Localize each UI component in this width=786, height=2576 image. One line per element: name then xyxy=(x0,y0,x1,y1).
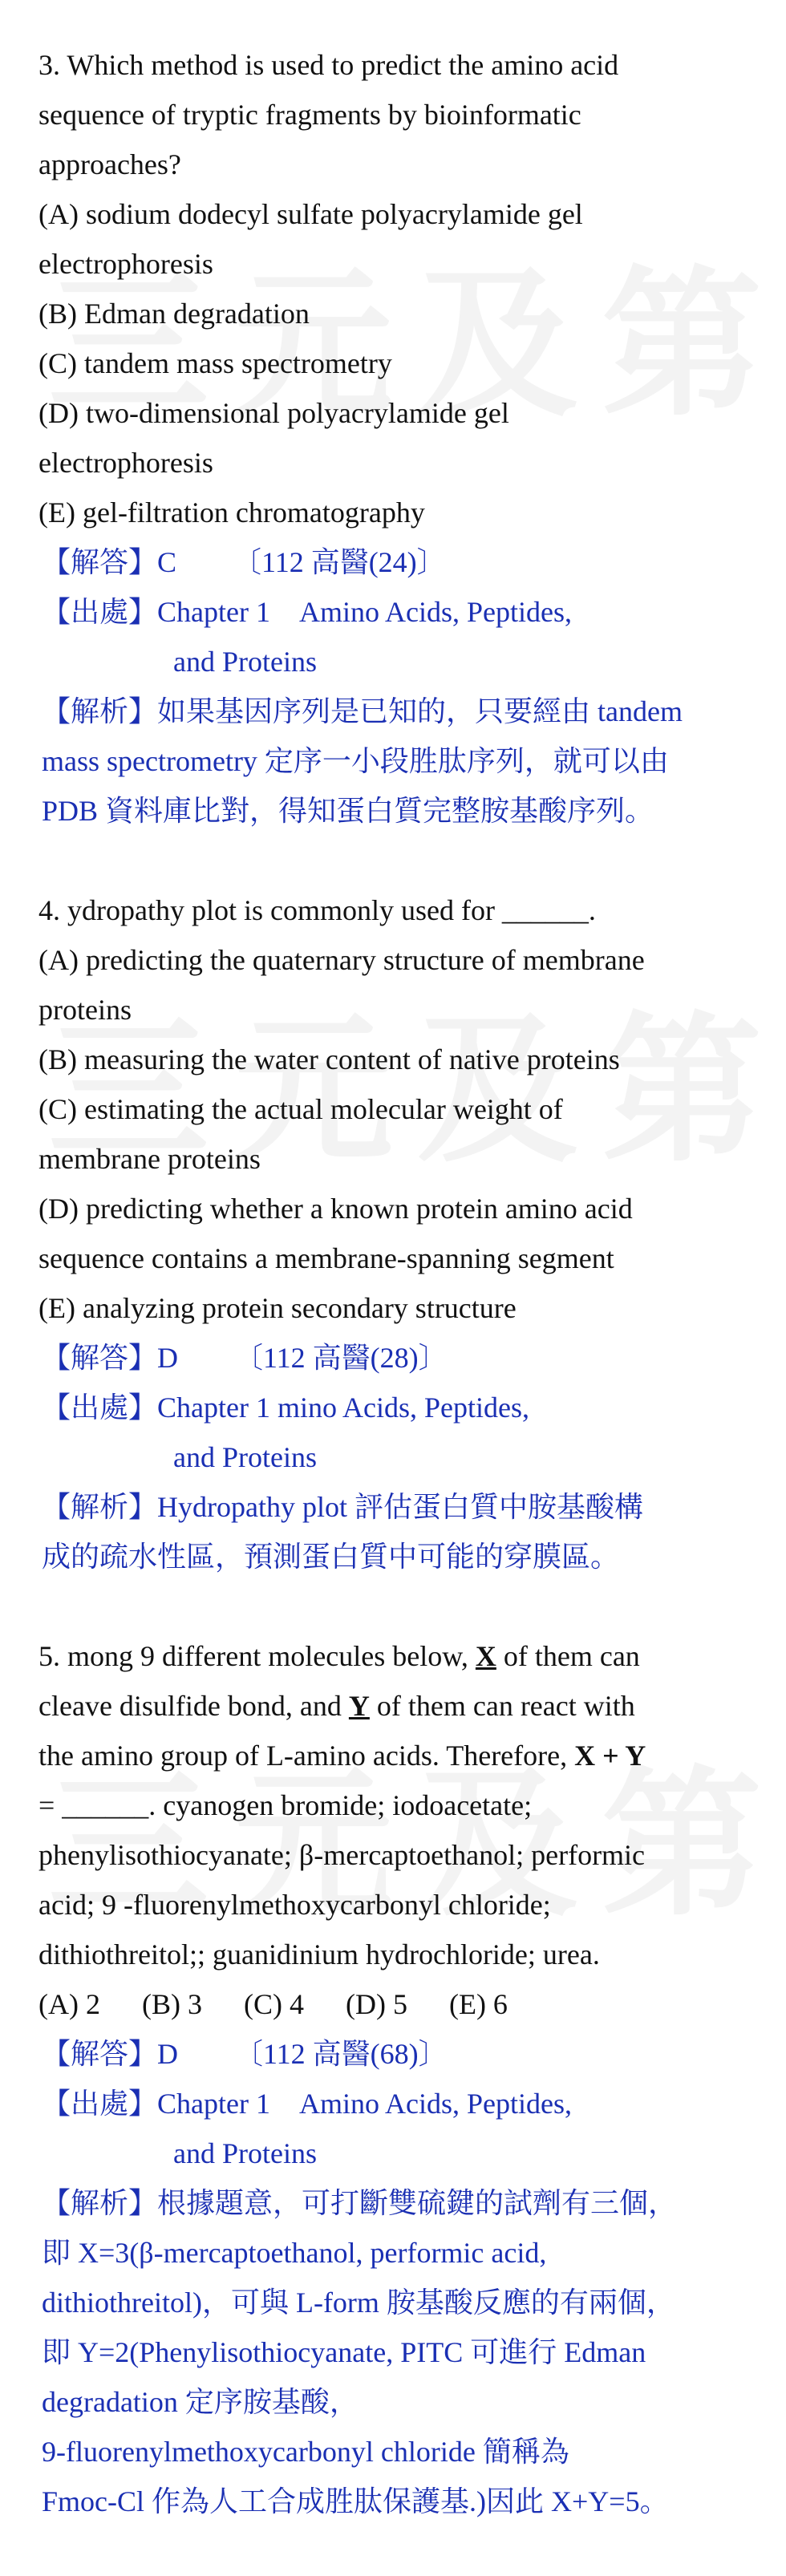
source-chapter: Chapter 1 Amino Acids, Peptides, xyxy=(157,596,572,628)
document-body xyxy=(38,40,744,2576)
question-stem xyxy=(38,40,744,189)
stem-line: sequence of tryptic fragments by bioinformatic xyxy=(38,99,581,131)
analysis xyxy=(42,687,744,836)
analysis-line: Hydropathy plot 評估蛋白質中胺基酸構 xyxy=(157,1491,643,1523)
source-row xyxy=(42,2079,744,2128)
answer-row xyxy=(42,2029,744,2079)
expression-x-plus-y: X + Y xyxy=(574,1740,646,1772)
option-line: (D) two-dimensional polyacrylamide gel xyxy=(38,397,509,429)
answer-value: C xyxy=(157,546,177,578)
source-row-continued xyxy=(42,1432,744,1482)
question-options xyxy=(38,189,744,537)
choice: (B) 3 xyxy=(141,1988,202,2020)
option-line: sequence contains a membrane-spanning segment xyxy=(38,1242,614,1274)
analysis-line: dithiothreitol)，可與 L-form 胺基酸反應的有兩個， xyxy=(42,2286,675,2319)
source-row-continued xyxy=(42,637,744,687)
analysis-tag: 【解析】 xyxy=(42,695,158,727)
answer-value: D xyxy=(157,2038,179,2070)
analysis-line: 如果基因序列是已知的，只要經由 tandem xyxy=(157,695,683,727)
analysis-line: 9-fluorenylmethoxycarbonyl chloride 簡稱為 xyxy=(42,2436,569,2468)
option-line: electrophoresis xyxy=(38,248,213,280)
option-line: (E) analyzing protein secondary structure xyxy=(38,1292,517,1324)
stem-line: cleave disulfide bond, and Y of them can react with xyxy=(38,1690,635,1722)
question-options xyxy=(38,935,744,1333)
source-chapter-cont: and Proteins xyxy=(173,646,317,678)
option-line: proteins xyxy=(38,994,132,1026)
option-line: electrophoresis xyxy=(38,447,213,479)
choice: (C) 4 xyxy=(243,1988,304,2020)
analysis-line: PDB 資料庫比對，得知蛋白質完整胺基酸序列。 xyxy=(42,795,654,827)
stem-line: 4. ydropathy plot is commonly used for ______. xyxy=(38,894,596,926)
analysis-tag: 【解析】 xyxy=(42,1491,158,1523)
question-choices xyxy=(38,1979,744,2029)
question-stem xyxy=(38,885,744,935)
variable-y: Y xyxy=(348,1690,370,1722)
answer-row xyxy=(42,1333,744,1383)
analysis-tag: 【解析】 xyxy=(42,2187,158,2219)
analysis-line: 成的疏水性區，預測蛋白質中可能的穿膜區。 xyxy=(42,1541,620,1573)
question-3 xyxy=(38,40,744,836)
analysis-line: degradation 定序胺基酸， xyxy=(42,2386,359,2418)
answer-tag: 【解答】 xyxy=(42,1342,158,1374)
source-tag: 【出處】 xyxy=(42,2088,158,2120)
analysis xyxy=(42,2178,744,2526)
stem-line: phenylisothiocyanate; β-mercaptoethanol; performic xyxy=(38,1839,646,1871)
stem-line: = ______. cyanogen bromide; iodoacetate; xyxy=(38,1789,533,1821)
analysis xyxy=(42,1482,744,1582)
analysis-line: mass spectrometry 定序一小段胜肽序列，就可以由 xyxy=(42,745,669,777)
variable-x: X xyxy=(475,1640,496,1672)
stem-line: approaches? xyxy=(38,148,181,180)
source-tag: 【出處】 xyxy=(42,1391,158,1424)
stem-line: 5. mong 9 different molecules below, X of them can xyxy=(38,1640,640,1672)
question-stem xyxy=(38,1631,744,1979)
analysis-line: 根據題意，可打斷雙硫鍵的試劑有三個， xyxy=(157,2187,678,2219)
option-line: (A) predicting the quaternary structure of membrane xyxy=(38,944,645,976)
answer-source: 〔112 高醫(28)〕 xyxy=(234,1342,448,1374)
source-row xyxy=(42,587,744,637)
source-row xyxy=(42,1383,744,1432)
answer-source: 〔112 高醫(68)〕 xyxy=(234,2038,448,2070)
choice: (E) 6 xyxy=(448,1988,508,2020)
source-chapter-cont: and Proteins xyxy=(173,2137,317,2169)
answer-value: D xyxy=(157,1342,179,1374)
option-line: (E) gel-filtration chromatography xyxy=(38,496,425,529)
choice: (A) 2 xyxy=(38,1988,100,2020)
answer-tag: 【解答】 xyxy=(42,546,158,578)
source-chapter: Chapter 1 Amino Acids, Peptides, xyxy=(157,2088,572,2120)
question-4 xyxy=(38,885,744,1582)
source-row-continued xyxy=(42,2128,744,2178)
stem-line: dithiothreitol;; guanidinium hydrochloride; urea. xyxy=(38,1938,600,1970)
option-line: (C) estimating the actual molecular weight of xyxy=(38,1093,563,1125)
analysis-line: Fmoc-Cl 作為人工合成胜肽保護基.)因此 X+Y=5。 xyxy=(42,2485,669,2517)
option-line: (B) Edman degradation xyxy=(38,298,310,330)
stem-line: 3. Which method is used to predict the amino acid xyxy=(38,49,619,81)
option-line: (C) tandem mass spectrometry xyxy=(38,347,392,379)
stem-line: acid; 9 -fluorenylmethoxycarbonyl chloride; xyxy=(38,1889,551,1921)
question-5 xyxy=(38,1631,744,2526)
answer-row xyxy=(42,537,744,587)
choice: (D) 5 xyxy=(345,1988,407,2020)
analysis-line: 即 X=3(β-mercaptoethanol, performic acid, xyxy=(42,2237,547,2269)
option-line: (B) measuring the water content of native proteins xyxy=(38,1043,620,1075)
source-chapter: Chapter 1 mino Acids, Peptides, xyxy=(157,1391,529,1424)
answer-tag: 【解答】 xyxy=(42,2038,158,2070)
option-line: membrane proteins xyxy=(38,1143,261,1175)
source-chapter-cont: and Proteins xyxy=(173,1441,317,1473)
answer-source: 〔112 高醫(24)〕 xyxy=(233,546,446,578)
stem-line: the amino group of L-amino acids. Therefore, X + Y xyxy=(38,1740,646,1772)
option-line: (A) sodium dodecyl sulfate polyacrylamide gel xyxy=(38,198,583,230)
option-line: (D) predicting whether a known protein amino acid xyxy=(38,1193,633,1225)
source-tag: 【出處】 xyxy=(42,596,158,628)
analysis-line: 即 Y=2(Phenylisothiocyanate, PITC 可進行 Edman xyxy=(42,2336,646,2368)
